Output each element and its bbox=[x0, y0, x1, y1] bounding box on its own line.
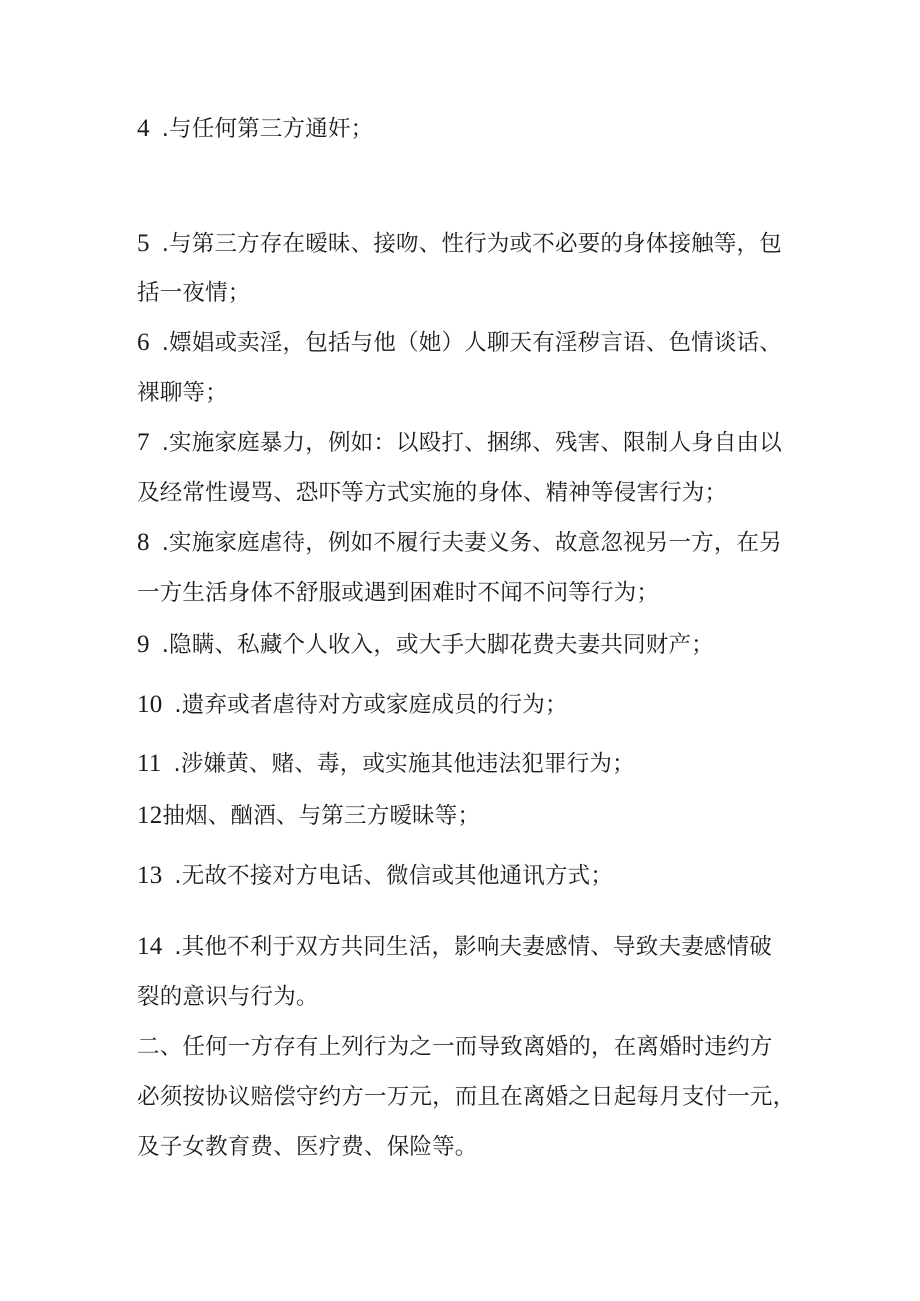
item-text: .实施家庭暴力，例如：以殴打、捆绑、残害、限制人身自由以 bbox=[161, 430, 782, 456]
item-number: 9 bbox=[137, 631, 150, 658]
item-7-continuation: 及经常性谩骂、恐吓等方式实施的身体、精神等侵害行为； bbox=[137, 480, 728, 506]
item-text: .无故不接对方电话、微信或其他通讯方式； bbox=[174, 863, 614, 889]
item-7 bbox=[137, 428, 782, 458]
item-number: 4 bbox=[137, 115, 150, 142]
item-number: 10 bbox=[137, 691, 163, 718]
item-text: .其他不利于双方共同生活，影响夫妻感情、导致夫妻感情破 bbox=[174, 934, 772, 960]
section-two-line-3: 及子女教育费、医疗费、保险等。 bbox=[137, 1134, 478, 1160]
item-text: .遗弃或者虐待对方或家庭成员的行为； bbox=[174, 692, 568, 718]
item-8-continuation: 一方生活身体不舒服或遇到困难时不闻不问等行为； bbox=[137, 580, 660, 606]
item-number: 11 bbox=[137, 750, 162, 777]
item-11 bbox=[137, 749, 635, 779]
item-text: 抽烟、酗酒、与第三方暧昧等； bbox=[162, 803, 481, 829]
item-text: .与任何第三方通奸； bbox=[161, 116, 374, 142]
item-9 bbox=[137, 630, 714, 660]
item-4 bbox=[137, 114, 373, 144]
item-8 bbox=[137, 528, 782, 558]
item-14 bbox=[137, 932, 772, 962]
item-number: 5 bbox=[137, 230, 150, 257]
item-number: 14 bbox=[137, 933, 163, 960]
item-text: .实施家庭虐待，例如不履行夫妻义务、故意忽视另一方，在另 bbox=[161, 530, 782, 556]
item-number: 8 bbox=[137, 529, 150, 556]
item-number: 7 bbox=[137, 429, 150, 456]
item-12 bbox=[137, 801, 480, 831]
item-5 bbox=[137, 229, 782, 259]
section-two-line-2: 必须按协议赔偿守约方一万元，而且在离婚之日起每月支付一元， bbox=[137, 1084, 796, 1110]
item-10 bbox=[137, 690, 568, 720]
item-14-continuation: 裂的意识与行为。 bbox=[137, 984, 319, 1010]
item-text: .隐瞒、私藏个人收入，或大手大脚花费夫妻共同财产； bbox=[161, 632, 714, 658]
item-text: .嫖娼或卖淫，包括与他（她）人聊天有淫秽言语、色情谈话、 bbox=[161, 330, 782, 356]
item-text: .与第三方存在暧昧、接吻、性行为或不必要的身体接触等，包 bbox=[161, 231, 782, 257]
item-number: 13 bbox=[137, 862, 163, 889]
section-two-line-1: 二、任何一方存有上列行为之一而导致离婚的，在离婚时违约方 bbox=[137, 1034, 773, 1060]
item-6-continuation: 裸聊等； bbox=[137, 380, 228, 406]
item-number: 6 bbox=[137, 329, 150, 356]
item-text: .涉嫌黄、赌、毒，或实施其他违法犯罪行为； bbox=[173, 751, 635, 777]
item-6 bbox=[137, 328, 782, 358]
item-5-continuation: 括一夜情； bbox=[137, 280, 251, 306]
item-number: 12 bbox=[137, 802, 163, 829]
item-13 bbox=[137, 861, 613, 891]
